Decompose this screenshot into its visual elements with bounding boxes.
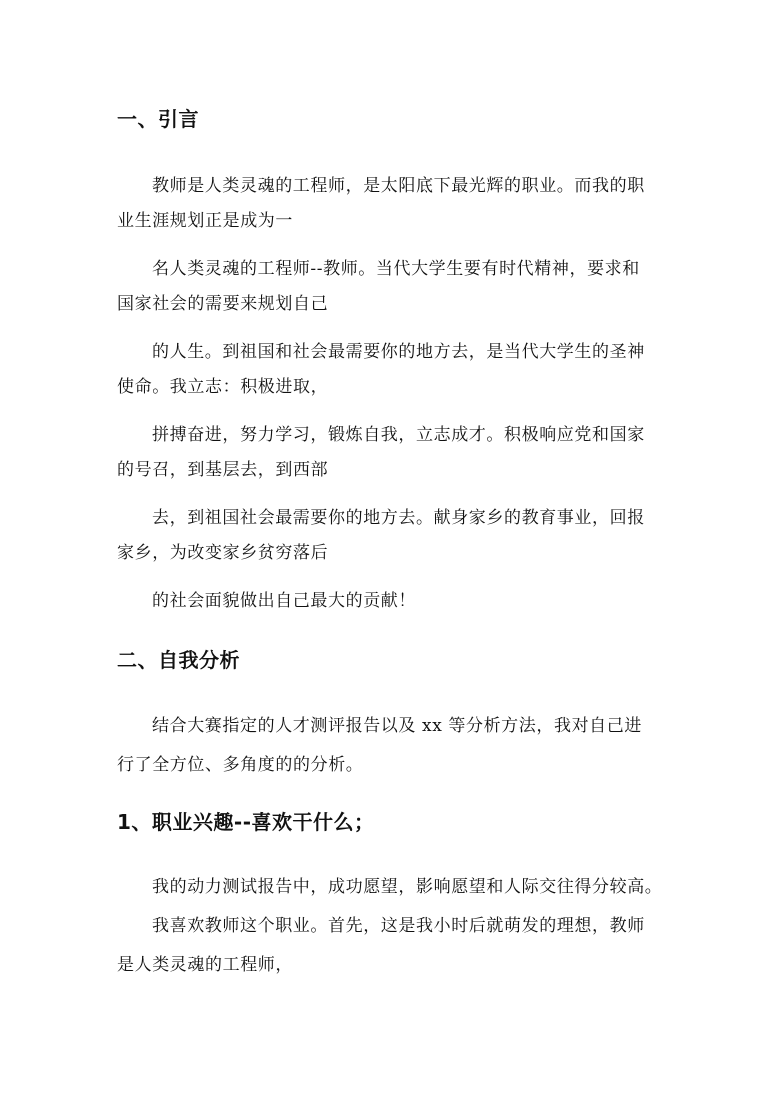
paragraph-line: 使命。我立志：积极进取， (117, 377, 329, 397)
paragraph-line: 业生涯规划正是成为一 (117, 211, 293, 231)
paragraph-line: 拼搏奋进，努力学习，锻炼自我，立志成才。积极响应党和国家 (152, 425, 645, 445)
paragraph-line: 行了全方位、多角度的的分析。 (117, 755, 364, 775)
section-heading-introduction: 一、引言 (117, 107, 199, 131)
paragraph-line: 的号召，到基层去，到西部 (117, 460, 329, 480)
section-heading-self-analysis: 二、自我分析 (117, 648, 240, 672)
paragraph-line: 国家社会的需要来规划自己 (117, 294, 329, 314)
paragraph-line: 名人类灵魂的工程师--教师。当代大学生要有时代精神，要求和 (152, 259, 640, 279)
subsection-heading-career-interest: 1、职业兴趣--喜欢干什么； (117, 810, 375, 834)
paragraph-line: 的人生。到祖国和社会最需要你的地方去，是当代大学生的圣神 (152, 342, 645, 362)
paragraph-line: 我喜欢教师这个职业。首先，这是我小时后就萌发的理想，教师 (152, 916, 645, 936)
paragraph-line: 去，到祖国社会最需要你的地方去。献身家乡的教育事业，回报 (152, 508, 645, 528)
paragraph-line: 结合大赛指定的人才测评报告以及 xx 等分析方法，我对自己进 (152, 716, 642, 736)
paragraph-line: 我的动力测试报告中，成功愿望，影响愿望和人际交往得分较高。 (152, 877, 663, 897)
paragraph-line: 是人类灵魂的工程师， (117, 955, 293, 975)
paragraph-line: 家乡，为改变家乡贫穷落后 (117, 543, 329, 563)
paragraph-line: 的社会面貌做出自己最大的贡献！ (152, 591, 416, 611)
paragraph-line: 教师是人类灵魂的工程师，是太阳底下最光辉的职业。而我的职 (152, 176, 645, 196)
